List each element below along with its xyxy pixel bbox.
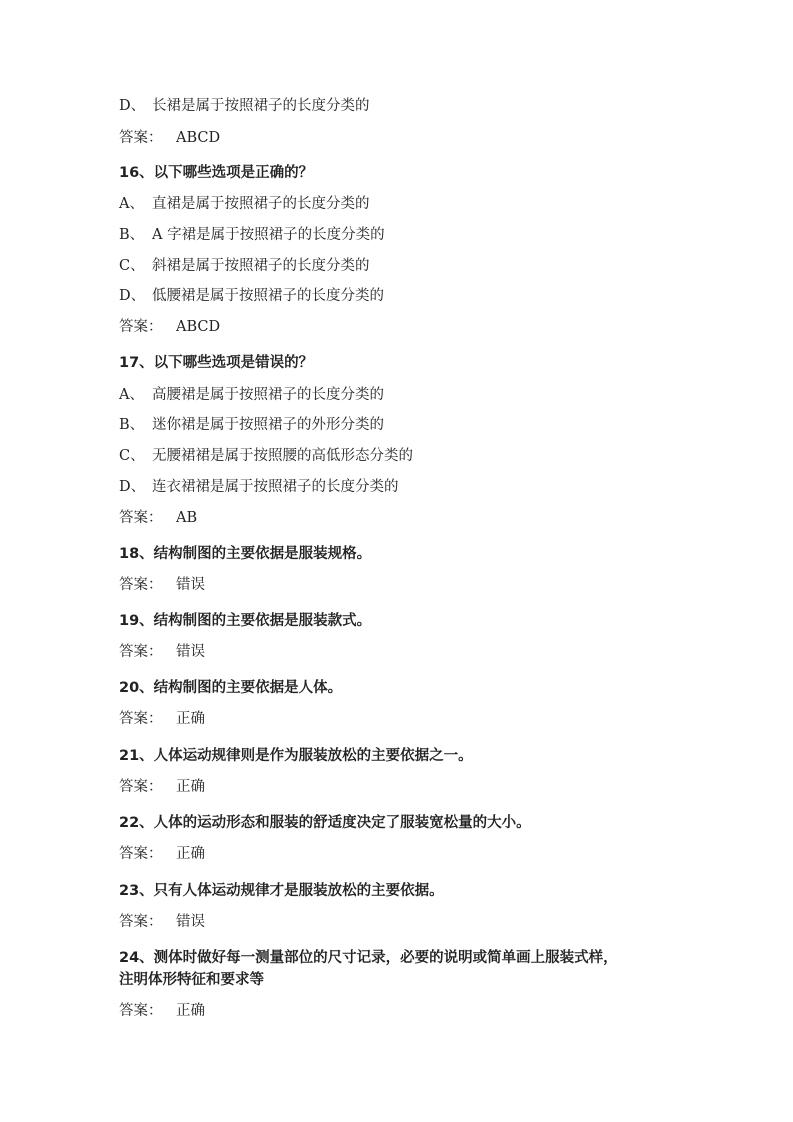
question-22-title: 22、人体的运动形态和服装的舒适度决定了服装宽松量的大小。 [119,815,531,831]
option-text: 无腰裙裙是属于按照腰的高低形态分类的 [152,448,413,464]
option-d [119,96,370,116]
question-24-title-line-1: 24、测体时做好每一测量部位的尺寸记录，必要的说明或简单画上服装式样， [119,950,618,966]
question-17-option-a [119,385,384,405]
option-text: 低腰裙是属于按照裙子的长度分类的 [152,288,384,304]
answer-value: ABCD [176,319,221,335]
answer-label: 答案： [119,577,163,593]
answer-value: 错误 [176,644,205,660]
question-18-answer [119,575,205,595]
question-16-answer [119,317,220,337]
question-16-option-c [119,256,370,276]
answer-label: 答案： [119,711,163,727]
option-text: 斜裙是属于按照裙子的长度分类的 [152,258,370,274]
question-23-answer [119,912,205,932]
question-20-answer [119,709,205,729]
answer-value: 错误 [176,914,205,930]
question-17-option-d [119,477,399,497]
option-letter: D、 [119,288,146,304]
question-16-title: 16、以下哪些选项是正确的？ [119,165,314,181]
option-letter: D、 [119,98,146,114]
question-16-option-a [119,194,370,214]
answer-value: 正确 [176,779,205,795]
answer-label: 答案： [119,510,163,526]
question-17-title: 17、以下哪些选项是错误的？ [119,355,314,371]
question-16-option-b [119,225,385,245]
answer-value: ABCD [176,130,221,146]
question-22-answer [119,844,205,864]
option-text: 高腰裙是属于按照裙子的长度分类的 [152,387,384,403]
question-24-title-line-2: 注明体形特征和要求等 [119,972,264,988]
answer-value: 错误 [176,577,205,593]
option-text: A 字裙是属于按照裙子的长度分类的 [152,227,385,243]
answer-value: 正确 [176,1003,205,1019]
answer-value: AB [176,510,198,526]
question-16-option-d [119,286,384,306]
option-text: 直裙是属于按照裙子的长度分类的 [152,196,370,212]
answer-value: 正确 [176,846,205,862]
question-18-title: 18、结构制图的主要依据是服装规格。 [119,546,372,562]
option-text: 连衣裙裙是属于按照裙子的长度分类的 [152,479,399,495]
option-letter: B、 [119,417,145,433]
answer-label: 答案： [119,319,163,335]
answer-label: 答案： [119,779,163,795]
option-letter: A、 [119,387,144,403]
question-19-title: 19、结构制图的主要依据是服装款式。 [119,613,372,629]
question-23-title: 23、只有人体运动规律才是服装放松的主要依据。 [119,883,444,899]
answer-value: 正确 [176,711,205,727]
question-17-option-b [119,415,384,435]
question-20-title: 20、结构制图的主要依据是人体。 [119,680,343,696]
answer-line [119,128,220,148]
question-24-answer [119,1001,205,1021]
option-letter: D、 [119,479,146,495]
question-17-answer [119,508,197,528]
option-letter: C、 [119,258,145,274]
question-21-title: 21、人体运动规律则是作为服装放松的主要依据之一。 [119,748,473,764]
option-letter: C、 [119,448,145,464]
option-letter: B、 [119,227,145,243]
option-letter: A、 [119,196,144,212]
answer-label: 答案： [119,846,163,862]
question-17-option-c [119,446,413,466]
answer-label: 答案： [119,644,163,660]
question-21-answer [119,777,205,797]
answer-label: 答案： [119,130,163,146]
answer-label: 答案： [119,1003,163,1019]
option-text: 迷你裙是属于按照裙子的外形分类的 [152,417,384,433]
answer-label: 答案： [119,914,163,930]
question-19-answer [119,642,205,662]
option-text: 长裙是属于按照裙子的长度分类的 [152,98,370,114]
